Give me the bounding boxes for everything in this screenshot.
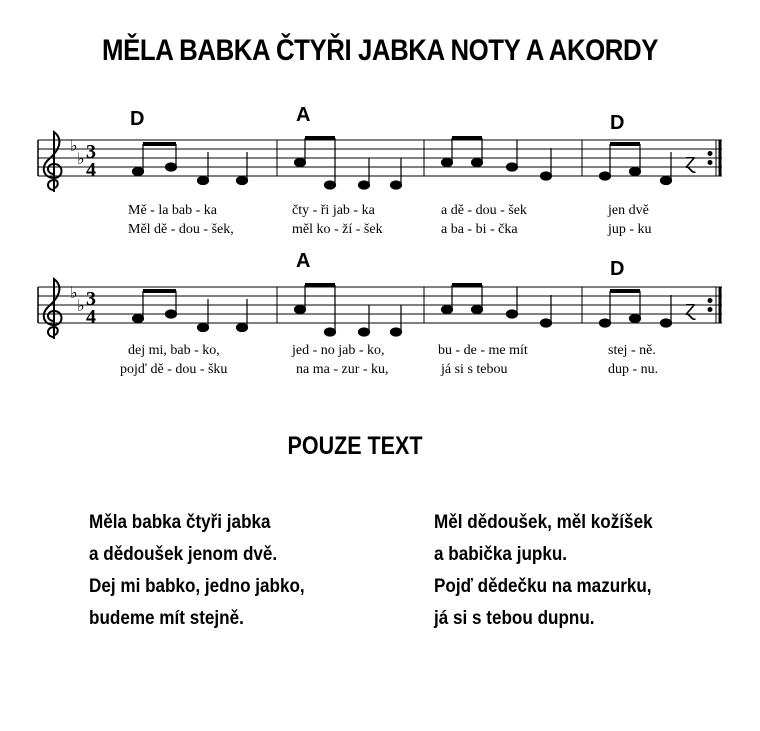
lyric-syllables: na ma - zur - ku, <box>296 362 389 377</box>
lyric-syllables: Mě - la bab - ka <box>128 203 218 218</box>
time-signature-denominator: 4 <box>86 159 96 181</box>
verse-line: a dědoušek jenom dvě. <box>89 544 278 565</box>
lyric-syllables: stej - ně. <box>608 343 656 358</box>
lyric-syllables: Měl dě - dou - šek, <box>128 222 234 237</box>
time-signature-denominator: 4 <box>86 306 96 328</box>
lyric-syllables: jup - ku <box>608 222 652 237</box>
music-staff-1 <box>0 130 760 200</box>
flat-icon: ♭ <box>70 283 78 302</box>
treble-clef-icon <box>44 279 62 339</box>
flat-icon: ♭ <box>77 149 85 168</box>
lyric-syllables: jen dvě <box>608 203 649 218</box>
flat-icon: ♭ <box>77 296 85 315</box>
lyric-syllables: dej mi, bab - ko, <box>128 343 220 358</box>
verse-line: Dej mi babko, jedno jabko, <box>89 576 305 597</box>
section-title: POUZE TEXT <box>287 432 423 460</box>
chord-symbol: A <box>296 250 311 272</box>
verse-line: Měl dědoušek, měl kožíšek <box>434 512 653 533</box>
verse-line: já si s tebou dupnu. <box>434 608 595 629</box>
chord-symbol: D <box>610 258 625 280</box>
verse-line: Měla babka čtyři jabka <box>89 512 271 533</box>
verse-line: Pojď dědečku na mazurku, <box>434 576 652 597</box>
chord-symbol: D <box>130 108 145 130</box>
quarter-rest-icon: ɀ <box>685 296 696 320</box>
chord-symbol: A <box>296 104 311 126</box>
lyric-syllables: a dě - dou - šek <box>441 203 527 218</box>
flat-icon: ♭ <box>70 136 78 155</box>
notes <box>133 285 672 336</box>
verse-1 <box>89 507 305 635</box>
lyric-syllables: čty - ři jab - ka <box>292 203 375 218</box>
notes <box>133 138 672 189</box>
music-staff-2 <box>0 277 760 347</box>
verse-line: budeme mít stejně. <box>89 608 244 629</box>
chord-symbol: D <box>610 112 625 134</box>
lyric-syllables: dup - nu. <box>608 362 659 377</box>
lyric-syllables: měl ko - ží - šek <box>292 222 383 237</box>
lyric-syllables: já si s tebou <box>441 362 508 377</box>
lyric-syllables: bu - de - me mít <box>438 343 528 358</box>
verse-line: a babička jupku. <box>434 544 568 565</box>
treble-clef-icon <box>44 132 62 192</box>
quarter-rest-icon: ɀ <box>685 149 696 173</box>
verse-2 <box>434 507 653 635</box>
page-title: MĚLA BABKA ČTYŘI JABKA NOTY A AKORDY <box>102 34 658 67</box>
lyric-syllables: jed - no jab - ko, <box>292 343 385 358</box>
lyric-syllables: pojď dě - dou - šku <box>120 362 228 377</box>
lyric-syllables: a ba - bi - čka <box>441 222 518 237</box>
time-signature-numerator: 3 <box>86 288 96 310</box>
time-signature-numerator: 3 <box>86 141 96 163</box>
